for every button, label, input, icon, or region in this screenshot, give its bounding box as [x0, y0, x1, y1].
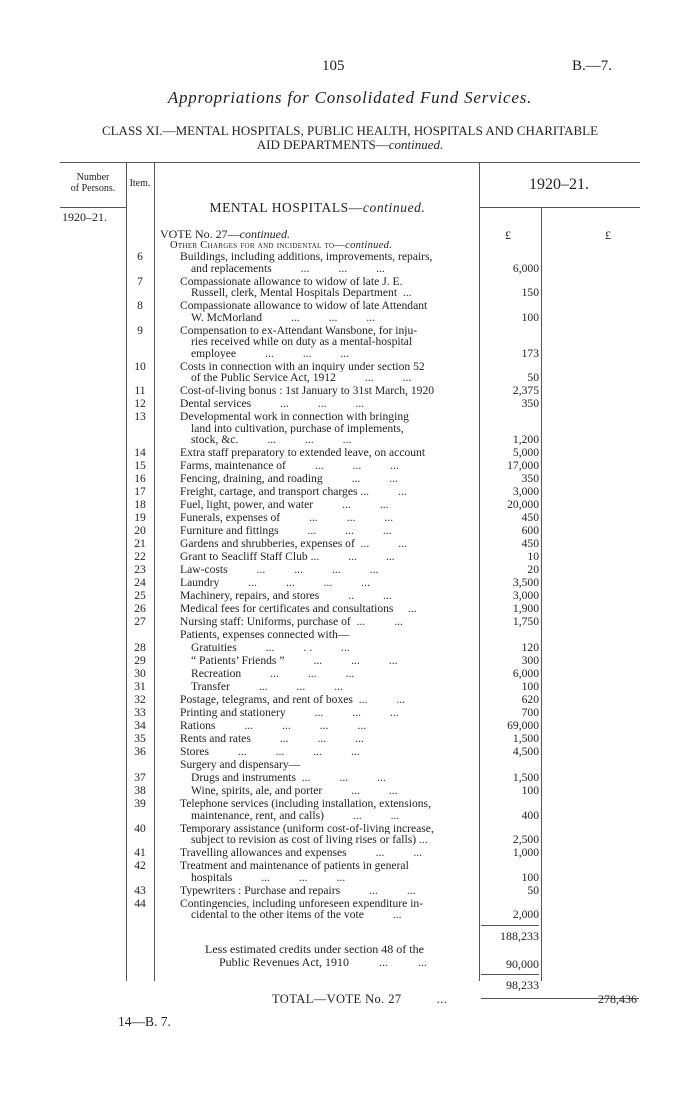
- item-amount: 2,000: [512, 908, 539, 921]
- net-amount: 98,233: [506, 978, 539, 992]
- total-amount: 278,436: [598, 992, 637, 1006]
- item-number: 10: [134, 359, 146, 373]
- item-amount: 350: [521, 397, 539, 410]
- item-number: 11: [134, 384, 146, 397]
- class-heading-main: AID DEPARTMENTS—: [256, 137, 389, 152]
- item-description-line: Buildings, including additions, improvements, repairs,: [180, 251, 433, 263]
- item-description-line: Compensation to ex-Attendant Wansbone, for inju-: [180, 324, 418, 336]
- item-description: [180, 538, 473, 550]
- item-description: [180, 499, 473, 511]
- item-description-line: Machinery, repairs, and stores .. ...: [180, 590, 392, 602]
- item-description-line: Postage, telegrams, and rent of boxes ... ...: [180, 694, 406, 706]
- number-of-persons-header-line2: of Persons.: [70, 183, 116, 194]
- item-amount: 6,000: [512, 667, 539, 680]
- item-amount: 1,000: [512, 846, 539, 859]
- item-amount: 400: [521, 808, 539, 822]
- class-heading-continued: continued.: [388, 137, 444, 152]
- item-description: [180, 668, 473, 680]
- item-description-line: stock, &c. ... ... ...: [191, 434, 352, 446]
- item-amount: 450: [521, 511, 539, 524]
- item-number: 43: [134, 883, 146, 897]
- item-description: [180, 885, 473, 897]
- item-number: 12: [134, 397, 146, 410]
- item-description: [180, 473, 473, 485]
- item-description: [180, 525, 473, 537]
- item-description: [180, 361, 473, 384]
- item-description: [180, 325, 473, 360]
- item-description: [180, 603, 473, 615]
- item-number: 25: [134, 589, 146, 602]
- item-amount: 100: [521, 870, 539, 884]
- class-heading: [60, 124, 640, 152]
- item-amount: 3,000: [512, 485, 539, 498]
- item-description-line: Russell, clerk, Mental Hospitals Department ...: [191, 287, 412, 299]
- item-number: 15: [134, 459, 146, 472]
- item-description-line: Medical fees for certificates and consultations ...: [180, 603, 417, 615]
- item-header: Item.: [129, 178, 151, 189]
- item-description-line: Cost-of-living bonus : 1st January to 31st March, 1920: [180, 385, 435, 397]
- item-number: 31: [134, 680, 146, 693]
- item-amount: 450: [521, 537, 539, 550]
- item-description: [180, 798, 473, 821]
- number-of-persons-header-line1: Number: [76, 172, 110, 183]
- item-description-line: Law-costs ... ... ... ...: [180, 564, 379, 576]
- item-amount: 150: [521, 286, 539, 299]
- item-description-line: subject to revision as cost of living rises or falls) ...: [191, 834, 428, 846]
- item-amount: 4,500: [512, 745, 539, 758]
- item-description-line: hospitals ... ... ...: [191, 871, 346, 883]
- item-description-line: Temporary assistance (uniform cost-of-living increase,: [180, 822, 434, 834]
- item-description-line: Furniture and fittings ... ... ...: [180, 525, 392, 537]
- section-title: [155, 200, 480, 216]
- item-number: 38: [134, 784, 146, 797]
- item-description-line: Drugs and instruments ... ... ...: [191, 772, 386, 784]
- item-description: [180, 772, 473, 784]
- item-amount: 300: [521, 654, 539, 667]
- item-description: [180, 733, 473, 745]
- item-description-line: Travelling allowances and expenses ... ...: [180, 847, 423, 859]
- item-amount: 120: [521, 641, 539, 654]
- item-description-line: Developmental work in connection with bringing: [180, 411, 409, 423]
- item-description: [180, 655, 473, 667]
- item-description: [180, 860, 473, 883]
- item-amount: 3,000: [512, 589, 539, 602]
- vote-heading-continued: continued.: [239, 227, 290, 241]
- item-amount: 600: [521, 524, 539, 537]
- item-number: 41: [134, 846, 146, 859]
- item-amount: 100: [521, 784, 539, 797]
- item-description: [180, 681, 473, 693]
- persons-year-label: 1920–21.: [62, 210, 107, 224]
- item-amount: 20: [527, 563, 539, 576]
- class-heading-line1: CLASS XI.—MENTAL HOSPITALS, PUBLIC HEALTH, HOSPITALS AND CHARITABLE: [101, 123, 599, 138]
- item-description-line: Freight, cartage, and transport charges ... ...: [180, 486, 407, 498]
- total-label: TOTAL—VOTE No. 27 ...: [272, 992, 448, 1006]
- item-description: [180, 707, 473, 719]
- item-description-line: Farms, maintenance of ... ... ...: [180, 460, 399, 472]
- section-title-main: MENTAL HOSPITALS—: [209, 200, 363, 215]
- less-credits-amount: 90,000: [506, 957, 539, 971]
- item-description: [180, 276, 473, 299]
- item-amount: 17,000: [507, 459, 539, 472]
- net-rule: [481, 974, 539, 975]
- other-charges-continued: continued.: [345, 240, 393, 251]
- item-description: [180, 759, 473, 771]
- item-number: 28: [134, 641, 146, 654]
- item-description: [180, 898, 473, 921]
- number-column-divider: [126, 163, 127, 981]
- item-description: [180, 720, 473, 732]
- item-number: 37: [134, 771, 146, 784]
- item-amount: 1,500: [512, 771, 539, 784]
- item-number: 9: [137, 323, 143, 337]
- class-heading-line2: [60, 138, 640, 152]
- item-description-line: Rents and rates ... ... ...: [180, 733, 364, 745]
- item-description-line: land into cultivation, purchase of implements,: [191, 422, 404, 434]
- item-number: 36: [134, 745, 146, 758]
- item-number: 34: [134, 719, 146, 732]
- item-description-line: Funerals, expenses of ... ... ...: [180, 512, 394, 524]
- item-description: [180, 577, 473, 589]
- page-title: Appropriations for Consolidated Fund Services.: [167, 88, 533, 107]
- item-number: 39: [134, 797, 146, 810]
- other-charges-main: Other Charges for and incidental to—: [170, 240, 346, 251]
- item-description-line: Grant to Seacliff Staff Club ... ... ...: [180, 551, 395, 563]
- item-amount: 6,000: [512, 261, 539, 275]
- item-description-line: Wine, spirits, ale, and porter ... ...: [191, 785, 398, 797]
- item-description: [180, 551, 473, 563]
- item-description-line: Recreation ... ... ...: [191, 668, 355, 680]
- item-amount: 700: [521, 706, 539, 719]
- item-description-line: Fuel, light, power, and water ... ...: [180, 499, 389, 511]
- item-amount: 50: [527, 883, 539, 897]
- item-number: 6: [137, 250, 143, 263]
- item-number: 42: [134, 859, 146, 872]
- item-amount: 1,900: [512, 602, 539, 615]
- item-description: [180, 486, 473, 498]
- item-description-line: Costs in connection with an inquiry under section 52: [180, 360, 425, 372]
- item-number: 16: [134, 472, 146, 485]
- item-number: 22: [134, 550, 146, 563]
- item-description: [180, 847, 473, 859]
- item-amount: 1,750: [512, 615, 539, 628]
- item-number: 33: [134, 706, 146, 719]
- item-description-line: Contingencies, including unforeseen expenditure in-: [180, 897, 424, 909]
- item-number: 44: [134, 896, 146, 910]
- year-header: 1920–21.: [529, 176, 589, 193]
- item-description-line: employee ... ... ...: [191, 347, 350, 359]
- item-number: 14: [134, 446, 146, 459]
- item-description-line: maintenance, rent, and calls) ... ...: [191, 809, 400, 821]
- subtotal-amount: 188,233: [500, 929, 539, 943]
- item-description-line: Gratuities ... . . ...: [191, 642, 350, 654]
- item-amount: 2,500: [512, 833, 539, 846]
- item-amount: 100: [521, 310, 539, 324]
- item-description-line: Printing and stationery ... ... ...: [180, 707, 399, 719]
- item-number: 8: [137, 299, 143, 312]
- item-description-line: W. McMorland ... ... ...: [191, 311, 376, 323]
- item-number: 7: [137, 274, 143, 288]
- less-credits-text: [205, 943, 427, 969]
- less-credits-line2: Public Revenues Act, 1910 ... ...: [219, 955, 427, 969]
- item-description-line: Rations ... ... ... ...: [180, 720, 367, 732]
- item-description: [180, 460, 473, 472]
- page-number: 105: [322, 58, 345, 74]
- item-description-line: Compassionate allowance to widow of late J. E.: [180, 275, 403, 287]
- item-description-line: and replacements ... ... ...: [191, 262, 385, 274]
- item-amount: 173: [521, 346, 539, 360]
- item-description-line: Nursing staff: Uniforms, purchase of ... ...: [180, 616, 403, 628]
- currency-symbol-items: £: [505, 228, 511, 242]
- item-amount: 100: [521, 680, 539, 693]
- item-description-line: of the Public Service Act, 1912 ... ...: [191, 372, 412, 384]
- item-description-line: Telephone services (including installation, extensions,: [180, 798, 431, 810]
- item-number: 27: [134, 615, 146, 628]
- item-description-line: Dental services ... ... ...: [180, 398, 365, 410]
- item-description-line: cidental to the other items of the vote ...: [191, 909, 402, 921]
- item-description: [180, 447, 473, 459]
- number-of-persons-header: [60, 172, 126, 194]
- item-description-line: Surgery and dispensary—: [180, 759, 301, 771]
- item-description: [180, 385, 473, 397]
- year-header-rule: [480, 207, 640, 208]
- item-number: 40: [134, 821, 146, 835]
- item-amount: 1,500: [512, 732, 539, 745]
- item-amount: 620: [521, 693, 539, 706]
- item-amount: 5,000: [512, 446, 539, 459]
- item-description: [180, 694, 473, 706]
- item-number: 21: [134, 537, 146, 550]
- item-description: [180, 746, 473, 758]
- item-description-line: Compassionate allowance to widow of late Attendant: [180, 300, 428, 312]
- item-number: 30: [134, 667, 146, 680]
- item-amount: 69,000: [507, 719, 539, 732]
- item-description-line: ries received while on duty as a mental-hospital: [191, 336, 413, 348]
- item-number: 26: [134, 602, 146, 615]
- description-column-divider: [479, 163, 480, 981]
- item-description-line: Typewriters : Purchase and repairs ... ...: [180, 884, 416, 896]
- item-amount: 50: [527, 371, 539, 384]
- item-number: 20: [134, 524, 146, 537]
- item-number: 23: [134, 563, 146, 576]
- item-description: [180, 642, 473, 654]
- item-description-line: Fencing, draining, and roading ... ...: [180, 473, 398, 485]
- item-description: [180, 411, 473, 446]
- item-number: 13: [134, 410, 146, 423]
- currency-symbol-total: £: [605, 228, 611, 242]
- item-number: 18: [134, 498, 146, 511]
- item-description: [180, 629, 473, 641]
- item-description-line: Transfer ... ... ...: [191, 681, 343, 693]
- item-column-divider: [154, 163, 155, 981]
- item-description: [180, 300, 473, 323]
- subtotal-rule: [481, 925, 539, 926]
- table-top-rule: [60, 162, 640, 163]
- item-description: [180, 616, 473, 628]
- item-description-line: Laundry ... ... ... ...: [180, 577, 370, 589]
- item-number: 32: [134, 693, 146, 706]
- item-number: 29: [134, 654, 146, 667]
- item-description-line: Treatment and maintenance of patients in general: [180, 860, 409, 872]
- item-number: 17: [134, 485, 146, 498]
- item-number: 35: [134, 732, 146, 745]
- item-number: 24: [134, 576, 146, 589]
- item-description-line: Stores ... ... ... ...: [180, 746, 360, 758]
- item-description-line: Extra staff preparatory to extended leave, on account: [180, 447, 426, 459]
- item-description-line: Gardens and shrubberies, expenses of ... ...: [180, 538, 407, 550]
- item-description: [180, 590, 473, 602]
- vote-heading-main: VOTE No. 27—: [160, 227, 240, 241]
- item-amount: 350: [521, 472, 539, 485]
- item-description-line: “ Patients’ Friends ” ... ... ...: [191, 655, 398, 667]
- section-title-continued: continued.: [362, 200, 426, 215]
- number-header-rule: [60, 207, 126, 208]
- item-description: [180, 512, 473, 524]
- item-description-line: Patients, expenses connected with—: [180, 629, 350, 641]
- item-amount: 2,375: [512, 384, 539, 397]
- item-amount: 3,500: [512, 576, 539, 589]
- amount-column-divider: [541, 208, 542, 981]
- footer-reference: 14—B. 7.: [118, 1014, 171, 1029]
- item-amount: 20,000: [507, 498, 539, 511]
- item-number: 19: [134, 511, 146, 524]
- item-description: [180, 823, 473, 846]
- less-credits-line1: Less estimated credits under section 48 of the: [205, 942, 424, 956]
- item-description: [180, 564, 473, 576]
- item-amount: 10: [527, 550, 539, 563]
- document-reference: B.—7.: [571, 58, 612, 74]
- item-description: [180, 251, 473, 274]
- item-amount: 1,200: [512, 433, 539, 446]
- other-charges-heading: [170, 240, 392, 251]
- item-description: [180, 398, 473, 410]
- item-description: [180, 785, 473, 797]
